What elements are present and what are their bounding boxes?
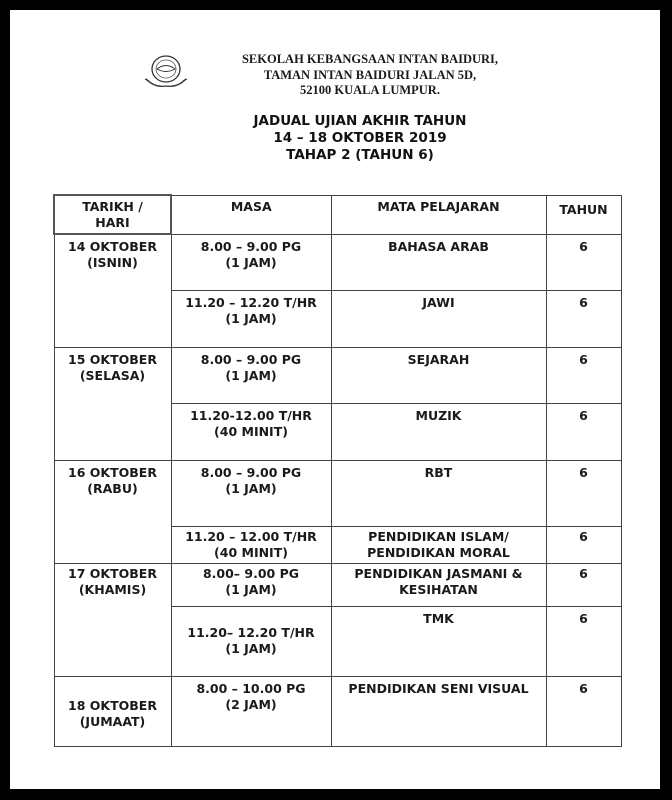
subject-cell: SEJARAH [331,347,546,403]
subject-cell: PENDIDIKAN SENI VISUAL [331,676,546,746]
time-cell: 11.20– 12.20 T/HR (1 JAM) [171,606,331,676]
year-cell: 6 [546,234,621,290]
date-cell: 14 OKTOBER (ISNIN) [54,234,171,347]
date-range: 14 – 18 OKTOBER 2019 [273,130,447,146]
date-cell: 15 OKTOBER (SELASA) [54,347,171,460]
year-cell: 6 [546,290,621,347]
table-row [54,234,621,290]
level-label: TAHAP 2 (TAHUN 6) [286,147,434,163]
time-cell: 8.00 – 9.00 PG (1 JAM) [171,347,331,403]
col-header-time: MASA [171,195,331,234]
document-page [10,10,660,789]
year-cell: 6 [546,606,621,676]
time-cell: 8.00 – 10.00 PG (2 JAM) [171,676,331,746]
document-title: JADUAL UJIAN AKHIR TAHUN [253,113,467,129]
date-cell: 17 OKTOBER (KHAMIS) [54,563,171,676]
table-row [54,347,621,403]
time-cell: 11.20 – 12.00 T/HR (40 MINIT) [171,526,331,563]
subject-cell: PENDIDIKAN ISLAM/ PENDIDIKAN MORAL [331,526,546,563]
year-cell: 6 [546,526,621,563]
table-row [54,676,621,746]
subject-cell: MUZIK [331,403,546,460]
time-cell: 8.00– 9.00 PG (1 JAM) [171,563,331,606]
subject-cell: TMK [331,606,546,676]
school-address-block [160,52,580,99]
table-row [54,460,621,526]
col-header-date: TARIKH / HARI [54,195,171,234]
col-header-subject: MATA PELAJARAN [331,195,546,234]
table-header-row [54,195,621,234]
year-cell: 6 [546,347,621,403]
time-cell: 8.00 – 9.00 PG (1 JAM) [171,460,331,526]
date-cell: 16 OKTOBER (RABU) [54,460,171,563]
table-row [54,563,621,606]
year-cell: 6 [546,460,621,526]
document-title-block [140,113,580,164]
address-line-1: TAMAN INTAN BAIDURI JALAN 5D, [263,67,477,82]
subject-cell: RBT [331,460,546,526]
col-header-year: TAHUN [546,195,621,234]
time-cell: 11.20-12.00 T/HR (40 MINIT) [171,403,331,460]
subject-cell: PENDIDIKAN JASMANI & KESIHATAN [331,563,546,606]
year-cell: 6 [546,563,621,606]
subject-cell: BAHASA ARAB [331,234,546,290]
school-name: SEKOLAH KEBANGSAAN INTAN BAIDURI, [241,52,499,66]
date-cell: 18 OKTOBER (JUMAAT) [54,676,171,746]
time-cell: 11.20 – 12.20 T/HR (1 JAM) [171,290,331,347]
subject-cell: JAWI [331,290,546,347]
year-cell: 6 [546,403,621,460]
exam-schedule-table [53,194,622,747]
address-line-2: 52100 KUALA LUMPUR. [300,83,440,97]
time-cell: 8.00 – 9.00 PG (1 JAM) [171,234,331,290]
year-cell: 6 [546,676,621,746]
